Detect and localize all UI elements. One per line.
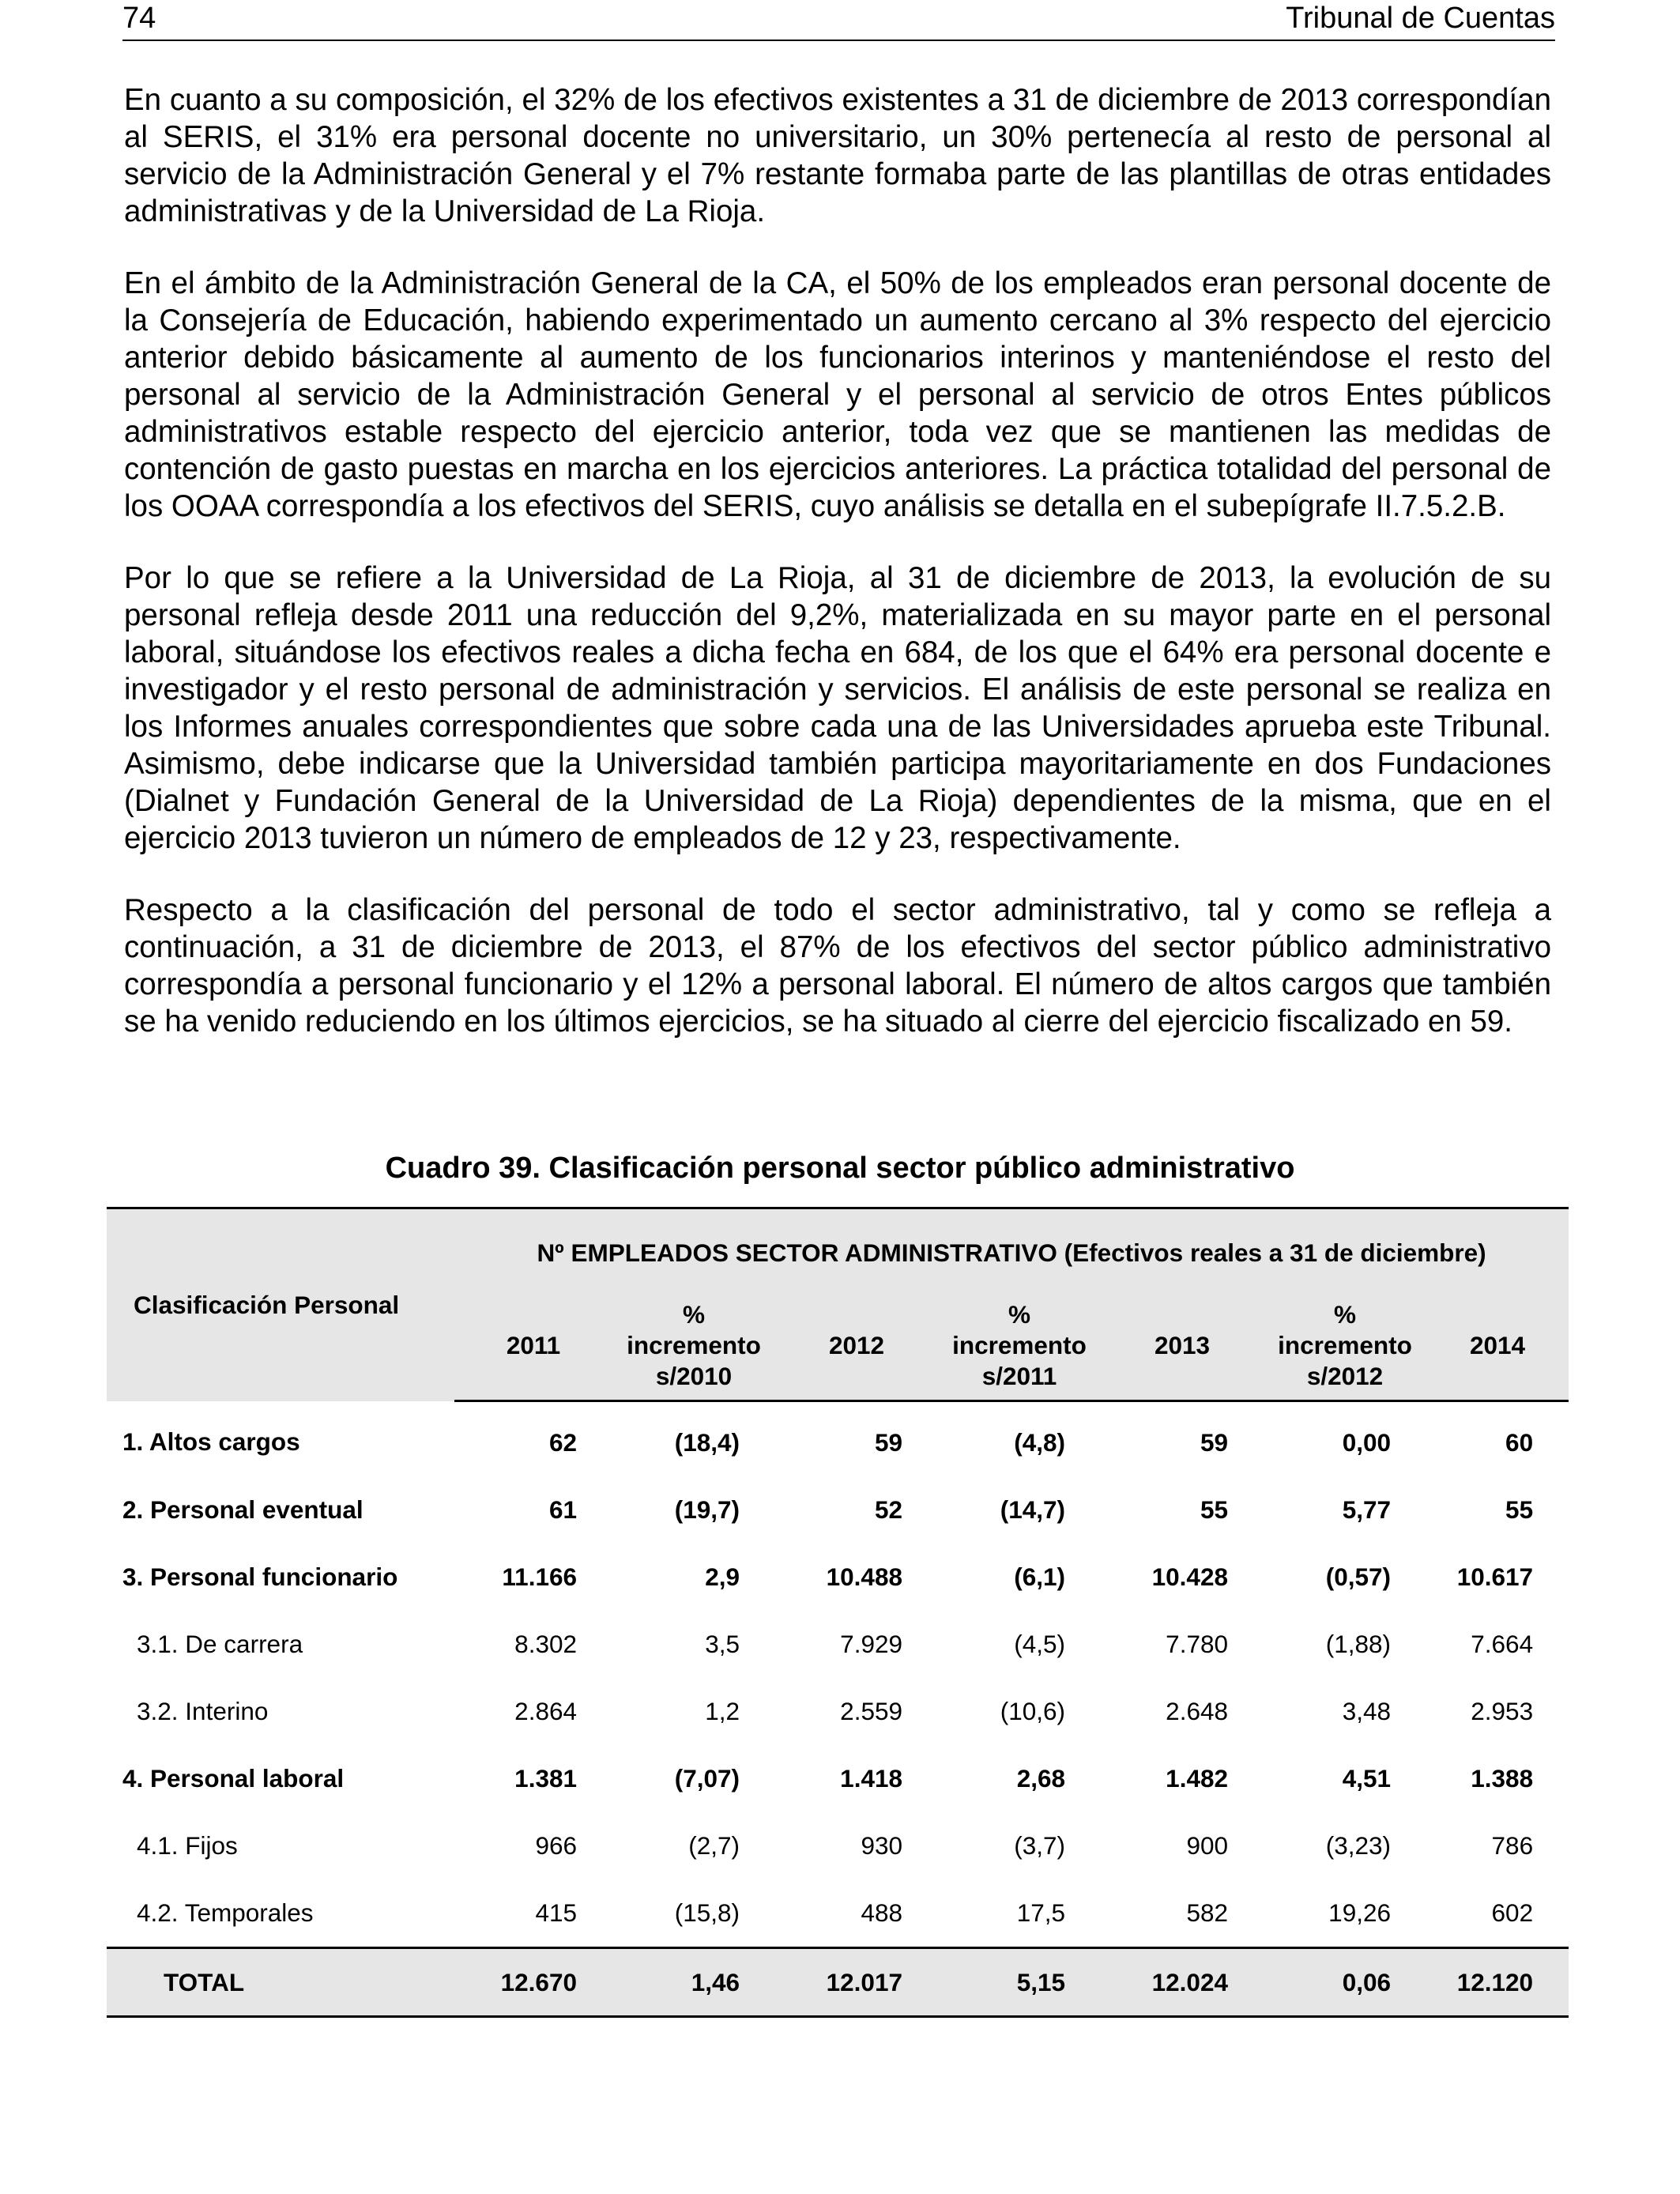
table-row [107, 1879, 1569, 1948]
table-cell: (3,7) [1014, 1831, 1065, 1860]
paragraph: En cuanto a su composición, el 32% de los efectivos existentes a 31 de diciembre de 2013 correspondían al SERIS, el 31% era personal docente no universitario, un 30% pertenecía al resto de personal al servicio de la Administración General y el 7% restante formaba parte de las plantillas de otras entidades administrativas y de la Universidad de La Rioja. [124, 83, 1551, 228]
table-cell: 1.381 [514, 1764, 577, 1793]
table-cell: 900 [1186, 1831, 1228, 1860]
total-cell: 12.024 [1101, 1948, 1264, 2017]
table-cell: 11.166 [502, 1563, 577, 1591]
table-cell: (0,57) [1325, 1563, 1391, 1591]
table-cell: (2,7) [688, 1831, 740, 1860]
column-header: 2012 [775, 1291, 938, 1401]
table-cell: 582 [1186, 1898, 1228, 1927]
table-cell: 17,5 [1016, 1898, 1065, 1927]
table-cell: 2.559 [840, 1697, 902, 1725]
row-header-label: Clasificación Personal [107, 1208, 454, 1401]
table-cell: (6,1) [1014, 1563, 1065, 1591]
table-cell: (10,6) [1000, 1697, 1065, 1725]
row-label: 2. Personal eventual [122, 1495, 363, 1524]
total-cell: 12.670 [454, 1948, 612, 2017]
table-cell: 59 [874, 1428, 902, 1457]
table-cell: 786 [1491, 1831, 1534, 1860]
table-cell: 3,48 [1342, 1697, 1391, 1725]
table-cell: 602 [1491, 1898, 1534, 1927]
column-header: % incremento s/2010 [612, 1291, 775, 1401]
table-cell: 930 [861, 1831, 902, 1860]
table-cell: 2.648 [1166, 1697, 1228, 1725]
table-cell: 7.664 [1471, 1630, 1534, 1658]
table-cell: 488 [861, 1898, 902, 1927]
table-cell: 61 [548, 1495, 577, 1524]
total-label: TOTAL [107, 1948, 454, 2017]
column-header: 2011 [454, 1291, 612, 1401]
table-row [107, 1812, 1569, 1879]
row-label: 4.2. Temporales [137, 1898, 314, 1927]
table-cell: 2.953 [1471, 1697, 1534, 1725]
table-cell: 62 [548, 1428, 577, 1457]
table-cell: 55 [1200, 1495, 1228, 1524]
paragraph: En el ámbito de la Administración General de la CA, el 50% de los empleados eran personal docente de la Consejería de Educación, habiendo experimentado un aumento cercano al 3% respecto del ejercicio anterior debido básicamente al aumento de los funcionarios interinos y manteniéndose el resto del personal al servicio de la Administración General y el personal al servicio de otros Entes públicos administrativos estable respecto del ejercicio anterior, toda vez que se mantienen las medidas de contención de gasto puestas en marcha en los ejercicios anteriores. La práctica totalidad del personal de los OOAA correspondía a los efectivos del SERIS, cuyo análisis se detalla en el subepígrafe II.7.5.2.B. [124, 266, 1551, 523]
table-cell: 1.418 [840, 1764, 902, 1793]
table-row [107, 1678, 1569, 1745]
table-cell: 8.302 [514, 1630, 577, 1658]
table-row [107, 1544, 1569, 1611]
page-number: 74 [122, 2, 156, 35]
table-row [107, 1611, 1569, 1678]
table-cell: 52 [874, 1495, 902, 1524]
table-body [107, 1401, 1569, 2017]
table-cell: (7,07) [674, 1764, 740, 1793]
row-label: 4.1. Fijos [137, 1831, 238, 1860]
column-header: % incremento s/2011 [938, 1291, 1101, 1401]
table-row [107, 1476, 1569, 1544]
table-cell: 19,26 [1328, 1898, 1391, 1927]
row-label: 3.2. Interino [137, 1697, 269, 1725]
group-header: Nº EMPLEADOS SECTOR ADMINISTRATIVO (Efectivos reales a 31 de diciembre) [454, 1208, 1569, 1291]
table-cell: (15,8) [674, 1898, 740, 1927]
table-cell: (14,7) [1000, 1495, 1065, 1524]
table-row [107, 1745, 1569, 1812]
table-cell: 1.482 [1166, 1764, 1228, 1793]
table-cell: 10.428 [1151, 1563, 1228, 1591]
table-cell: (18,4) [674, 1428, 740, 1457]
table-cell: 10.488 [826, 1563, 902, 1591]
table-cell: (4,5) [1014, 1630, 1065, 1658]
total-row [107, 1948, 1569, 2017]
table-cell: (4,8) [1014, 1428, 1065, 1457]
table-cell: 966 [535, 1831, 577, 1860]
page-header [122, 0, 1555, 41]
table-cell: 2,68 [1016, 1764, 1065, 1793]
total-cell: 1,46 [612, 1948, 775, 2017]
total-cell: 12.017 [775, 1948, 938, 2017]
row-label: 1. Altos cargos [122, 1427, 300, 1457]
row-label: 3.1. De carrera [137, 1630, 303, 1658]
column-header: 2014 [1426, 1291, 1569, 1401]
body-text [124, 81, 1551, 1075]
table-cell: 60 [1505, 1428, 1534, 1457]
table-cell: 1.388 [1471, 1764, 1534, 1793]
table-cell: 5,77 [1342, 1495, 1391, 1524]
table-cell: 4,51 [1342, 1764, 1391, 1793]
table-cell: 2,9 [705, 1563, 740, 1591]
personnel-table [107, 1207, 1569, 2018]
table-cell: 7.780 [1166, 1630, 1228, 1658]
table-caption: Cuadro 39. Clasificación personal sector público administrativo [385, 1152, 1295, 1185]
table-cell: 59 [1200, 1428, 1228, 1457]
total-cell: 0,06 [1264, 1948, 1426, 2017]
total-cell: 5,15 [938, 1948, 1101, 2017]
table-cell: (1,88) [1325, 1630, 1391, 1658]
table-cell: 0,00 [1342, 1428, 1391, 1457]
column-header: % incremento s/2012 [1264, 1291, 1426, 1401]
table-cell: 10.617 [1456, 1563, 1534, 1591]
total-cell: 12.120 [1426, 1948, 1569, 2017]
table-cell: 2.864 [514, 1697, 577, 1725]
running-head: Tribunal de Cuentas [1286, 2, 1555, 35]
column-header: 2013 [1101, 1291, 1264, 1401]
table-cell: 7.929 [840, 1630, 902, 1658]
table-row [107, 1401, 1569, 1477]
paragraph: Respecto a la clasificación del personal de todo el sector administrativo, tal y como se refleja a continuación, a 31 de diciembre de 2013, el 87% de los efectivos del sector público administrativo correspondía a personal funcionario y el 12% a personal laboral. El número de altos cargos que también se ha venido reduciendo en los últimos ejercicios, se ha situado al cierre del ejercicio fiscalizado en 59. [124, 893, 1551, 1039]
row-label: 3. Personal funcionario [122, 1563, 398, 1591]
table-cell: 415 [535, 1898, 577, 1927]
table-cell: (3,23) [1325, 1831, 1391, 1860]
row-label: 4. Personal laboral [122, 1764, 345, 1793]
table-cell: (19,7) [674, 1495, 740, 1524]
paragraph: Por lo que se refiere a la Universidad de La Rioja, al 31 de diciembre de 2013, la evolución de su personal refleja desde 2011 una reducción del 9,2%, materializada en su mayor parte en el personal laboral, situándose los efectivos reales a dicha fecha en 684, de los que el 64% era personal docente e investigador y el resto personal de administración y servicios. El análisis de este personal se realiza en los Informes anuales correspondientes que sobre cada una de las Universidades aprueba este Tribunal. Asimismo, debe indicarse que la Universidad también participa mayoritariamente en dos Fundaciones (Dialnet y Fundación General de la Universidad de La Rioja) dependientes de la misma, que en el ejercicio 2013 tuvieron un número de empleados de 12 y 23, respectivamente. [124, 561, 1551, 855]
table-cell: 3,5 [705, 1630, 740, 1658]
table-cell: 1,2 [705, 1697, 740, 1725]
table-cell: 55 [1505, 1495, 1534, 1524]
